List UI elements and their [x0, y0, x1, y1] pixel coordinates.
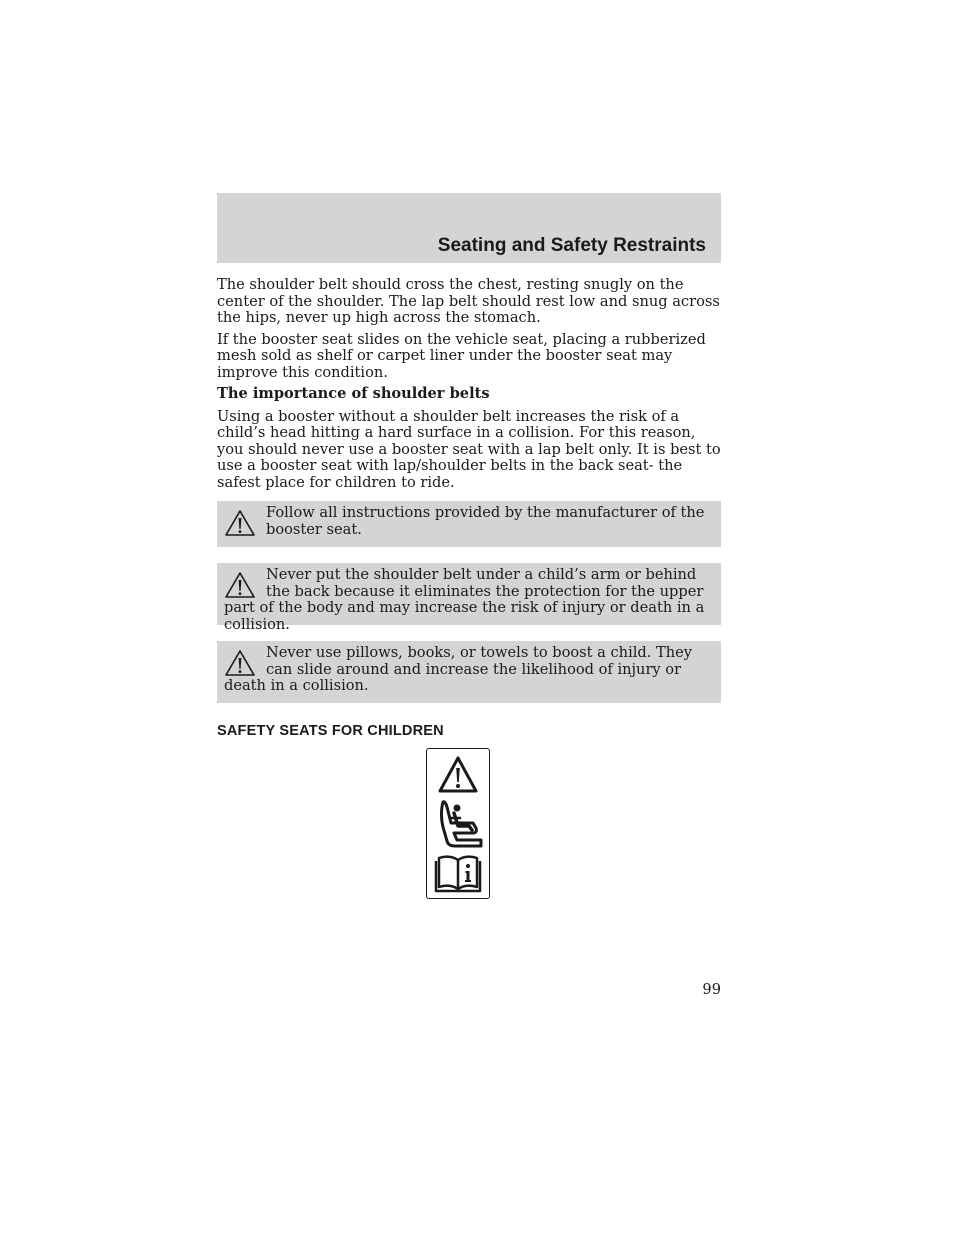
paragraph-booster-risk: Using a booster without a shoulder belt increases the risk of a child’s head hitting a hard surface in a collision. For this reason, you should never use a booster seat with a lap belt only. It is best to use a booster seat with lap/shoulder belts in the back seat- the safest place for children to ride. [217, 407, 721, 491]
paragraph-booster-slide: If the booster seat slides on the vehicle seat, placing a rubberized mesh sold as shelf or carpet liner under the booster seat may improve this condition. [217, 330, 706, 381]
warning-box [217, 641, 721, 703]
body-text [217, 277, 721, 496]
page-number: 99 [702, 981, 721, 998]
child-seat-icon [427, 799, 489, 849]
page-title: Seating and Safety Restraints [437, 235, 706, 256]
paragraph-shoulder-belt: The shoulder belt should cross the chest, resting snugly on the center of the shoulder. The lap belt should rest low and snug across the hips, never up high across the stomach. [217, 276, 720, 326]
warning-text: Never put the shoulder belt under a child’s arm or behind the back because it eliminates the protection for the upper part of the body and may increase the risk of injury or death in a collision. [224, 566, 705, 633]
warning-text: Follow all instructions provided by the manufacturer of the booster seat. [266, 504, 705, 538]
warning-text: Never use pillows, books, or towels to boost a child. They can slide around and increase the likelihood of injury or death in a collision. [224, 644, 693, 694]
subheading-shoulder-belts: The importance of shoulder belts [217, 385, 490, 402]
section-title: SAFETY SEATS FOR CHILDREN [217, 723, 444, 739]
header-band [217, 193, 721, 263]
safety-symbol-label [426, 748, 490, 899]
warning-triangle-icon [427, 755, 489, 797]
warning-box [217, 563, 721, 633]
warning-triangle-icon [224, 571, 256, 599]
warning-triangle-icon [224, 649, 256, 677]
warning-box [217, 501, 721, 547]
warning-triangle-icon [224, 509, 256, 537]
owner-manual-info-icon [427, 853, 489, 895]
